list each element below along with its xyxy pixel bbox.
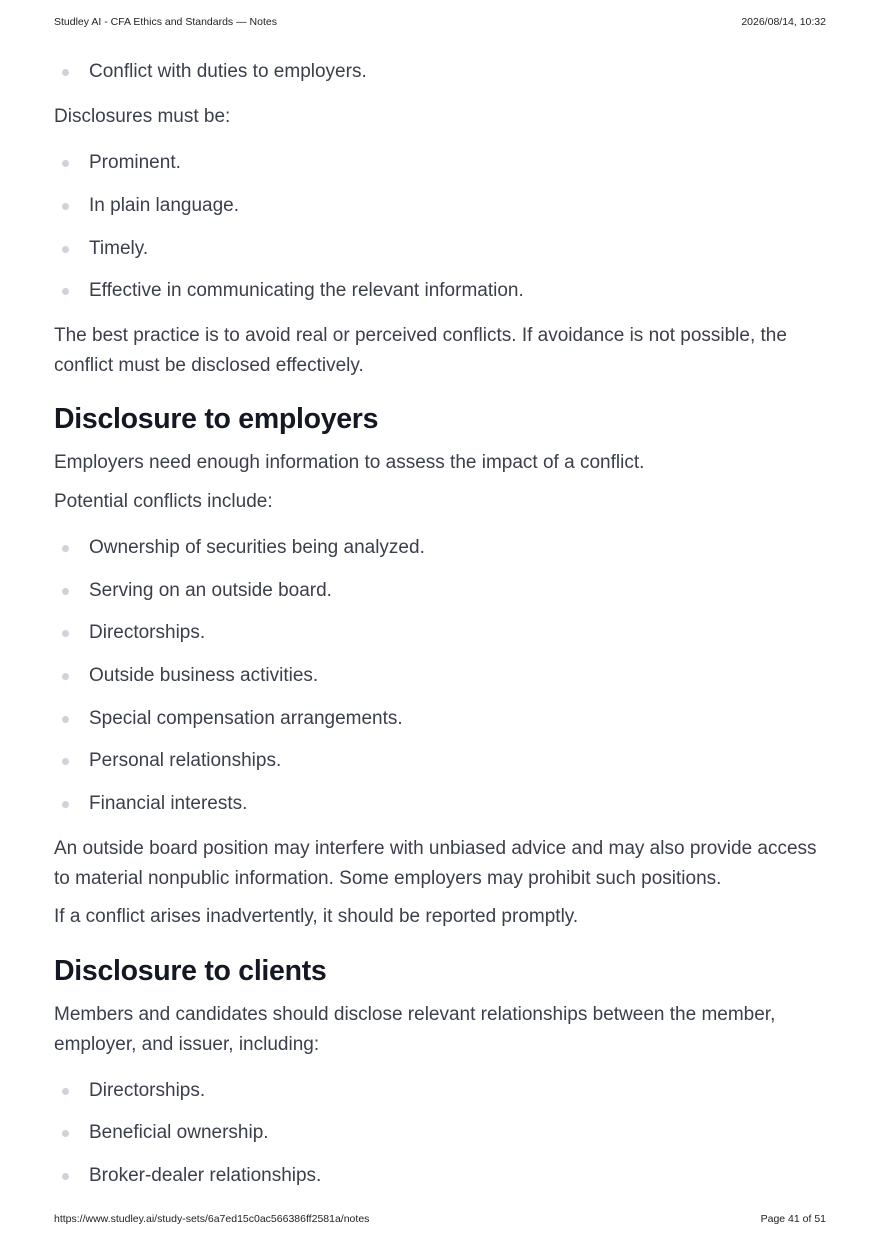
header-datetime: 2026/08/14, 10:32 [741, 16, 826, 28]
paragraph: An outside board position may interfere with unbiased advice and may also provide access to material nonpublic information. Some employers may prohibit such positions. [54, 838, 817, 889]
paragraph: Disclosures must be: [54, 106, 231, 127]
bullet-icon [62, 630, 69, 637]
bullet-icon [62, 545, 69, 552]
section-heading: Disclosure to employers [54, 403, 379, 435]
page-header [54, 16, 826, 28]
bullet-icon [62, 69, 69, 76]
bullet-icon [62, 588, 69, 595]
header-title: Studley AI - CFA Ethics and Standards — Notes [54, 16, 277, 28]
footer-url[interactable]: https://www.studley.ai/study-sets/6a7ed15c0ac566386ff2581a/notes [54, 1213, 370, 1225]
bullet-icon [62, 1088, 69, 1095]
page-number: Page 41 of 51 [760, 1213, 826, 1225]
bullet-icon [62, 1130, 69, 1137]
bullet-icon [62, 801, 69, 808]
bullet-icon [62, 673, 69, 680]
bullet-icon [62, 716, 69, 723]
bullet-icon [62, 758, 69, 765]
section-heading: Disclosure to clients [54, 955, 327, 987]
paragraph: Employers need enough information to assess the impact of a conflict. [54, 452, 645, 473]
bullet-icon [62, 246, 69, 253]
paragraph: If a conflict arises inadvertently, it should be reported promptly. [54, 906, 579, 927]
bullet-icon [62, 1173, 69, 1180]
paragraph: Potential conflicts include: [54, 491, 273, 512]
paragraph: Members and candidates should disclose relevant relationships between the member, employer, and issuer, including: [54, 1004, 776, 1055]
bullet-icon [62, 160, 69, 167]
bullet-icon [62, 288, 69, 295]
paragraph: The best practice is to avoid real or perceived conflicts. If avoidance is not possible, the conflict must be disclosed effectively. [54, 325, 787, 376]
page-footer [54, 1213, 826, 1225]
bullet-icon [62, 203, 69, 210]
